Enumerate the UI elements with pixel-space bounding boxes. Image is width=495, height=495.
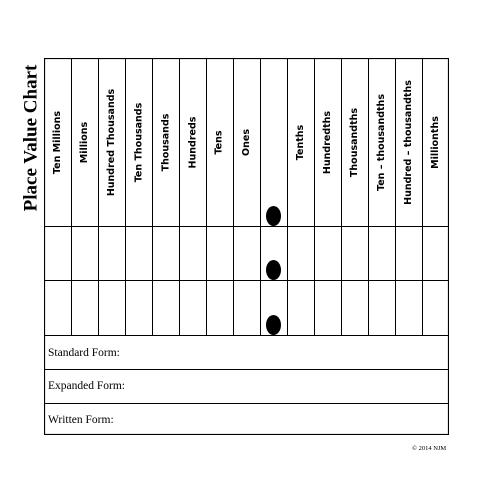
- column-header: [368, 58, 395, 226]
- column-header: [71, 58, 98, 226]
- column-header-text: Ten Millions: [52, 110, 63, 174]
- column-header-text: Hundreds: [187, 116, 198, 168]
- column-header-text: Ten Thousands: [133, 102, 144, 182]
- column-header-text: Thousandths: [349, 107, 360, 177]
- column-header: [179, 58, 206, 226]
- column-header: [341, 58, 368, 226]
- column-header: [314, 58, 341, 226]
- chart-title: [16, 60, 46, 215]
- column-header-text: Tenths: [295, 124, 307, 160]
- decimal-point-dot: [266, 260, 281, 280]
- column-header-text: Ones: [241, 128, 252, 156]
- column-header: [287, 58, 314, 226]
- column-header-text: Hundred Thousands: [106, 88, 117, 196]
- place-value-chart: [44, 58, 449, 435]
- column-header: [395, 58, 422, 226]
- column-header-text: Hundredths: [322, 110, 334, 174]
- column-header: [206, 58, 233, 226]
- column-header-text: Thousands: [160, 113, 172, 171]
- column-header-text: Millions: [79, 121, 90, 163]
- column-header-text: Hundred – thousandths: [403, 79, 415, 205]
- column-header: [260, 58, 287, 226]
- column-header-text: Millionths: [430, 115, 442, 169]
- column-header: [125, 58, 152, 226]
- column-header: [422, 58, 449, 226]
- column-header-text: Ten – thousandths: [376, 93, 388, 191]
- copyright-notice: © 2014 NJM: [412, 445, 447, 452]
- standard-form-label: Standard Form:: [48, 347, 120, 359]
- column-header: [233, 58, 260, 226]
- column-header-text: Tens: [214, 129, 225, 155]
- column-header: [98, 58, 125, 226]
- expanded-form-label: Expanded Form:: [48, 380, 125, 392]
- decimal-point-dot: [266, 206, 281, 226]
- decimal-point-dot: [266, 315, 281, 335]
- written-form-label: Written Form:: [48, 414, 114, 426]
- chart-title-text: Place Value Chart: [20, 64, 41, 211]
- column-header: [152, 58, 179, 226]
- column-header: [44, 58, 71, 226]
